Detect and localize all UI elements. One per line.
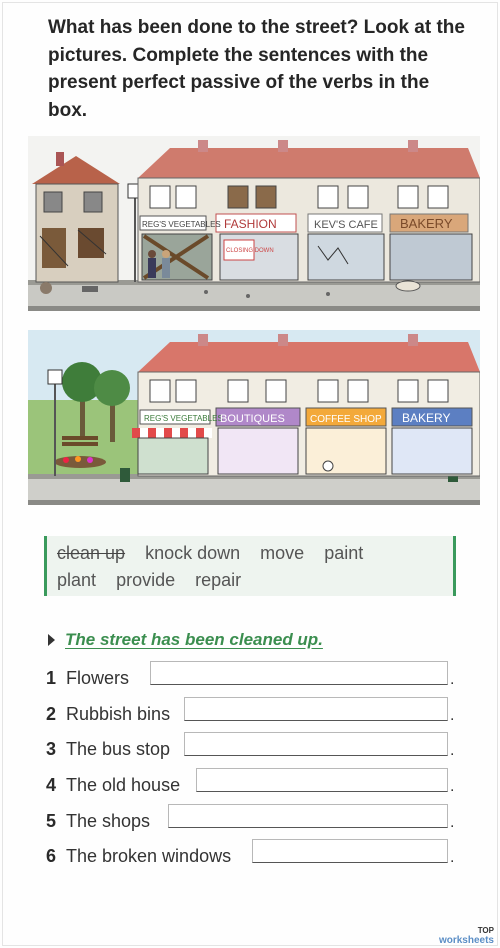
after-sign-bakery: BAKERY (402, 411, 451, 425)
after-sign-coffee: COFFEE SHOP (310, 414, 382, 425)
after-sign-boutique: BOUTIQUES (220, 413, 285, 425)
answer-4-wrap (0, 772, 500, 798)
question-number: 5 (46, 810, 57, 831)
full-stop: . (450, 849, 455, 866)
answer-1-field[interactable] (150, 661, 448, 685)
question-number: 6 (46, 845, 57, 866)
after-sign-veg: REG'S VEGETABLES (144, 414, 223, 423)
question-number: 4 (46, 774, 57, 795)
question-number: 2 (46, 703, 57, 724)
full-stop: . (450, 671, 455, 688)
answer-3-wrap (0, 736, 500, 762)
answer-2-field[interactable] (184, 697, 448, 721)
before-sign-fashion: FASHION (224, 217, 277, 231)
word-clean-up: clean up (57, 543, 126, 563)
word-provide: provide (116, 570, 176, 590)
arrow-right-icon (48, 634, 55, 646)
example-sentence (48, 630, 323, 650)
example-text: The street has been cleaned up. (65, 630, 323, 649)
word-repair: repair (195, 570, 242, 590)
question-text: The shops (66, 810, 151, 831)
word-box (44, 536, 456, 596)
answer-6-wrap (0, 843, 500, 869)
word-paint: paint (324, 543, 364, 563)
word-plant: plant (57, 570, 97, 590)
street-after-illustration (28, 330, 480, 505)
answer-4-field[interactable] (196, 768, 448, 792)
question-number: 1 (46, 667, 57, 688)
street-before-illustration (28, 136, 480, 311)
answer-5-field[interactable] (168, 804, 448, 828)
word-knock-down: knock down (145, 543, 241, 563)
before-sign-closing: CLOSING DOWN (226, 248, 274, 254)
question-text: The old house (66, 774, 181, 795)
full-stop: . (450, 707, 455, 724)
full-stop: . (450, 778, 455, 795)
before-sign-veg: REG'S VEGETABLES (142, 220, 221, 229)
question-number: 3 (46, 738, 57, 759)
full-stop: . (450, 814, 455, 831)
instructions: What has been done to the street? Look at the pictures. Complete the sentences with the present perfect passive of the verbs in the box. (48, 17, 465, 121)
question-text: Rubbish bins (66, 703, 171, 724)
question-text: Flowers (66, 667, 130, 688)
question-text: The bus stop (66, 738, 171, 759)
full-stop: . (450, 742, 455, 759)
logo-top-text: TOP (477, 926, 494, 935)
answer-3-field[interactable] (184, 732, 448, 756)
word-move: move (260, 543, 305, 563)
answer-5-wrap (0, 808, 500, 834)
topworksheets-logo (439, 926, 494, 946)
answer-6-field[interactable] (252, 839, 448, 863)
logo-bottom-text: worksheets (438, 935, 494, 946)
before-sign-cafe: KEV'S CAFE (314, 219, 378, 231)
answer-2-wrap (0, 701, 500, 727)
answer-1-wrap (0, 665, 500, 691)
question-text: The broken windows (66, 845, 232, 866)
before-sign-bakery: BAKERY (400, 216, 453, 231)
